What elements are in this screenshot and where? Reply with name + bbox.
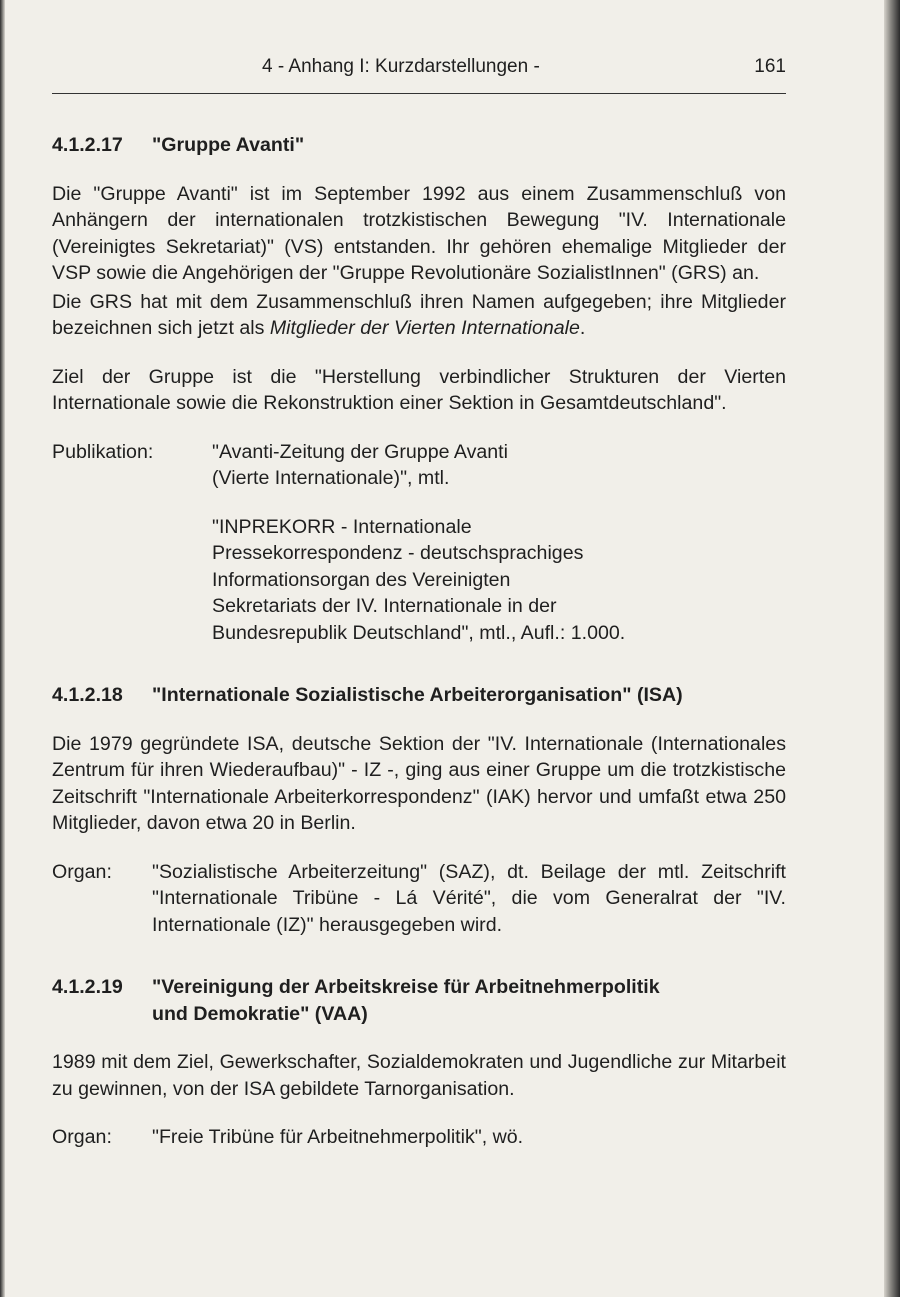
publication-line: "INPREKORR - Internationale xyxy=(212,515,472,538)
organ-label: Organ: xyxy=(52,860,112,883)
publication-line: Sekretariats der IV. Internationale in der xyxy=(212,595,557,617)
paragraph: Die "Gruppe Avanti" ist im September 1992 aus einem Zusammenschluß von Anhängern der internationalen trotzkistischen Bewegung "IV. Internationale (Vereinigtes Sekretariat)" (VS) entstanden. Ihr gehören ehemalige Mitglieder der VSP sowie die Angehörigen der "Gruppe Revolutionäre SozialistInnen" (GRS) an. xyxy=(52,182,786,284)
section-title-line: "Vereinigung der Arbeitskreise für Arbeitnehmerpolitik xyxy=(152,976,660,998)
organ-value: "Sozialistische Arbeiterzeitung" (SAZ), dt. Beilage der mtl. Zeitschrift "Internationale Tribüne - Lá Vérité", die vom Generalrat der "IV. Internationale (IZ)" herausgegeben wird. xyxy=(152,860,786,936)
publication-line: Bundesrepublik Deutschland", mtl., Aufl.: 1.000. xyxy=(212,621,626,644)
italic-text: Mitglieder der Vierten Internationale xyxy=(269,317,580,339)
publication-line: "Avanti-Zeitung der Gruppe Avanti xyxy=(212,440,508,463)
organ-entry xyxy=(52,1124,786,1151)
paragraph: Die 1979 gegründete ISA, deutsche Sektion der "IV. Internationale (Internationales Zentrum für ihren Wiederaufbau)" - IZ -, ging aus einer Gruppe um die trotzkistische Zeitschrift "Internationale Arbeiterkorrespondenz" (IAK) hervor und umfaßt etwa 250 Mitglieder, davon etwa 20 in Berlin. xyxy=(52,732,786,834)
page-body xyxy=(52,132,786,1151)
section-number: 4.1.2.17 xyxy=(52,134,123,156)
paragraph xyxy=(52,289,786,342)
paragraph: 1989 mit dem Ziel, Gewerkschafter, Sozialdemokraten und Jugendliche zur Mitarbeit zu gewinnen, von der ISA gebildete Tarnorganisation. xyxy=(52,1051,786,1100)
organ-entry xyxy=(52,859,786,939)
section-title: "Internationale Sozialistische Arbeiterorganisation" (ISA) xyxy=(152,684,683,706)
section-heading-17 xyxy=(52,132,786,159)
section-number: 4.1.2.18 xyxy=(52,684,123,706)
organ-value: "Freie Tribüne für Arbeitnehmerpolitik", wö. xyxy=(152,1126,524,1148)
page-left-edge-shadow xyxy=(0,0,5,1297)
publication-line: Informationsorgan des Vereinigten xyxy=(212,568,511,591)
header-title: 4 - Anhang I: Kurzdarstellungen - xyxy=(262,56,540,77)
section-number: 4.1.2.19 xyxy=(52,976,123,998)
section-title: "Gruppe Avanti" xyxy=(152,134,305,156)
section-title-line: und Demokratie" (VAA) xyxy=(152,1002,368,1025)
page-right-edge-shadow xyxy=(884,0,900,1297)
section-heading-18 xyxy=(52,682,786,709)
paragraph: Ziel der Gruppe ist die "Herstellung verbindlicher Strukturen der Vierten Internationale sowie die Rekonstruktion einer Sektion in Gesamtdeutschland". xyxy=(52,365,786,414)
section-heading-19 xyxy=(52,974,786,1027)
paragraph-end: . xyxy=(579,317,586,339)
page-number: 161 xyxy=(754,56,786,77)
publication-label: Publikation: xyxy=(52,440,154,463)
publication-line: Pressekorrespondenz - deutschsprachiges xyxy=(212,542,584,564)
organ-label: Organ: xyxy=(52,1126,112,1148)
publication-value xyxy=(212,439,786,492)
publication-line: (Vierte Internationale)", mtl. xyxy=(212,467,450,489)
header-divider xyxy=(52,93,786,94)
publication-entry xyxy=(52,439,786,492)
publication-entry xyxy=(212,514,786,647)
paragraph-text: Die GRS hat mit dem Zusammenschluß ihren Namen aufgegeben; ihre Mitglieder bezeichnen sich jetzt als xyxy=(52,290,786,339)
section-title xyxy=(152,974,786,1027)
